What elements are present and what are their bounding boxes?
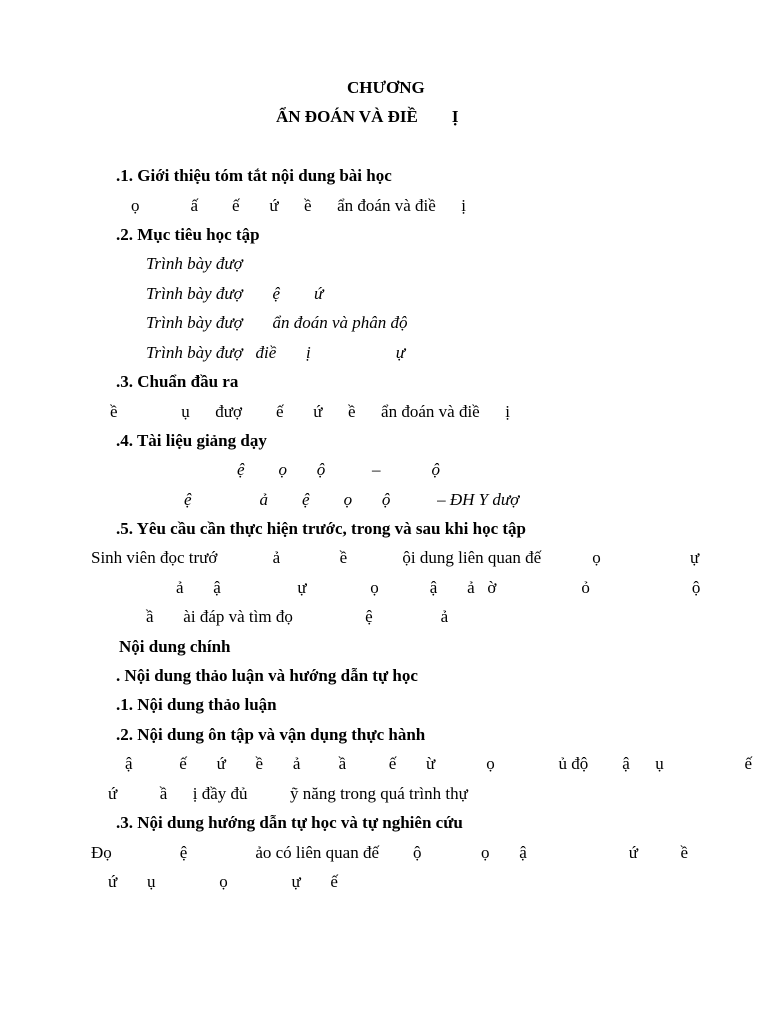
main-content-heading: Nội dung chính: [119, 637, 231, 656]
section-5-line: ả ậ ự ọ ậ ả ờ ỏ ộ: [176, 578, 701, 597]
objective-item: Trình bày đượ: [146, 254, 243, 273]
discussion-2-line: ậ ế ứ ề ả ầ ế ừ ọ ủ độ ậ ụ ế: [125, 754, 753, 773]
discussion-3-line: ứ ụ ọ ự ế: [108, 872, 338, 891]
section-1-heading: .1. Giới thiệu tóm tắt nội dung bài học: [116, 166, 392, 185]
section-2-heading: .2. Mục tiêu học tập: [116, 225, 260, 244]
discussion-2-line: ứ ầ ị đầy đủ ỹ năng trong quá trình thự: [108, 784, 468, 803]
reference-item: ệ ả ệ ọ ộ – ĐH Y dượ: [184, 490, 520, 509]
section-5-line: ầ ài đáp và tìm đọ ệ ả: [146, 607, 449, 626]
discussion-2-heading: .2. Nội dung ôn tập và vận dụng thực hành: [116, 725, 426, 744]
reference-item: ệ ọ ộ – ộ: [237, 460, 441, 479]
objective-item: Trình bày đượ điề ị ự: [146, 343, 406, 362]
chapter-label: CHƯƠNG: [347, 78, 425, 97]
discussion-3-heading: .3. Nội dung hướng dẫn tự học và tự nghiên cứu: [116, 813, 463, 832]
objective-item: Trình bày đượ ệ ứ: [146, 284, 324, 303]
section-3-heading: .3. Chuẩn đầu ra: [116, 372, 239, 391]
discussion-heading: . Nội dung thảo luận và hướng dẫn tự học: [116, 666, 418, 685]
chapter-title: ẨN ĐOÁN VÀ ĐIỀ Ị: [276, 107, 459, 126]
section-1-text: ọ ấ ế ứ ề ẩn đoán và điề ị: [131, 196, 466, 215]
objective-item: Trình bày đượ ẩn đoán và phân độ: [146, 313, 408, 332]
section-3-text: ề ụ đượ ế ứ ề ẩn đoán và điề ị: [110, 402, 510, 421]
discussion-1-heading: .1. Nội dung thảo luận: [116, 695, 277, 714]
discussion-3-line: Đọ ệ ảo có liên quan đế ộ ọ ậ ứ ề: [91, 843, 689, 862]
section-5-heading: .5. Yêu cầu cần thực hiện trước, trong và sau khi học tập: [116, 519, 526, 538]
section-5-line: Sinh viên đọc trướ ả ề ội dung liên quan đế ọ ự: [91, 548, 700, 567]
section-4-heading: .4. Tài liệu giảng dạy: [116, 431, 267, 450]
